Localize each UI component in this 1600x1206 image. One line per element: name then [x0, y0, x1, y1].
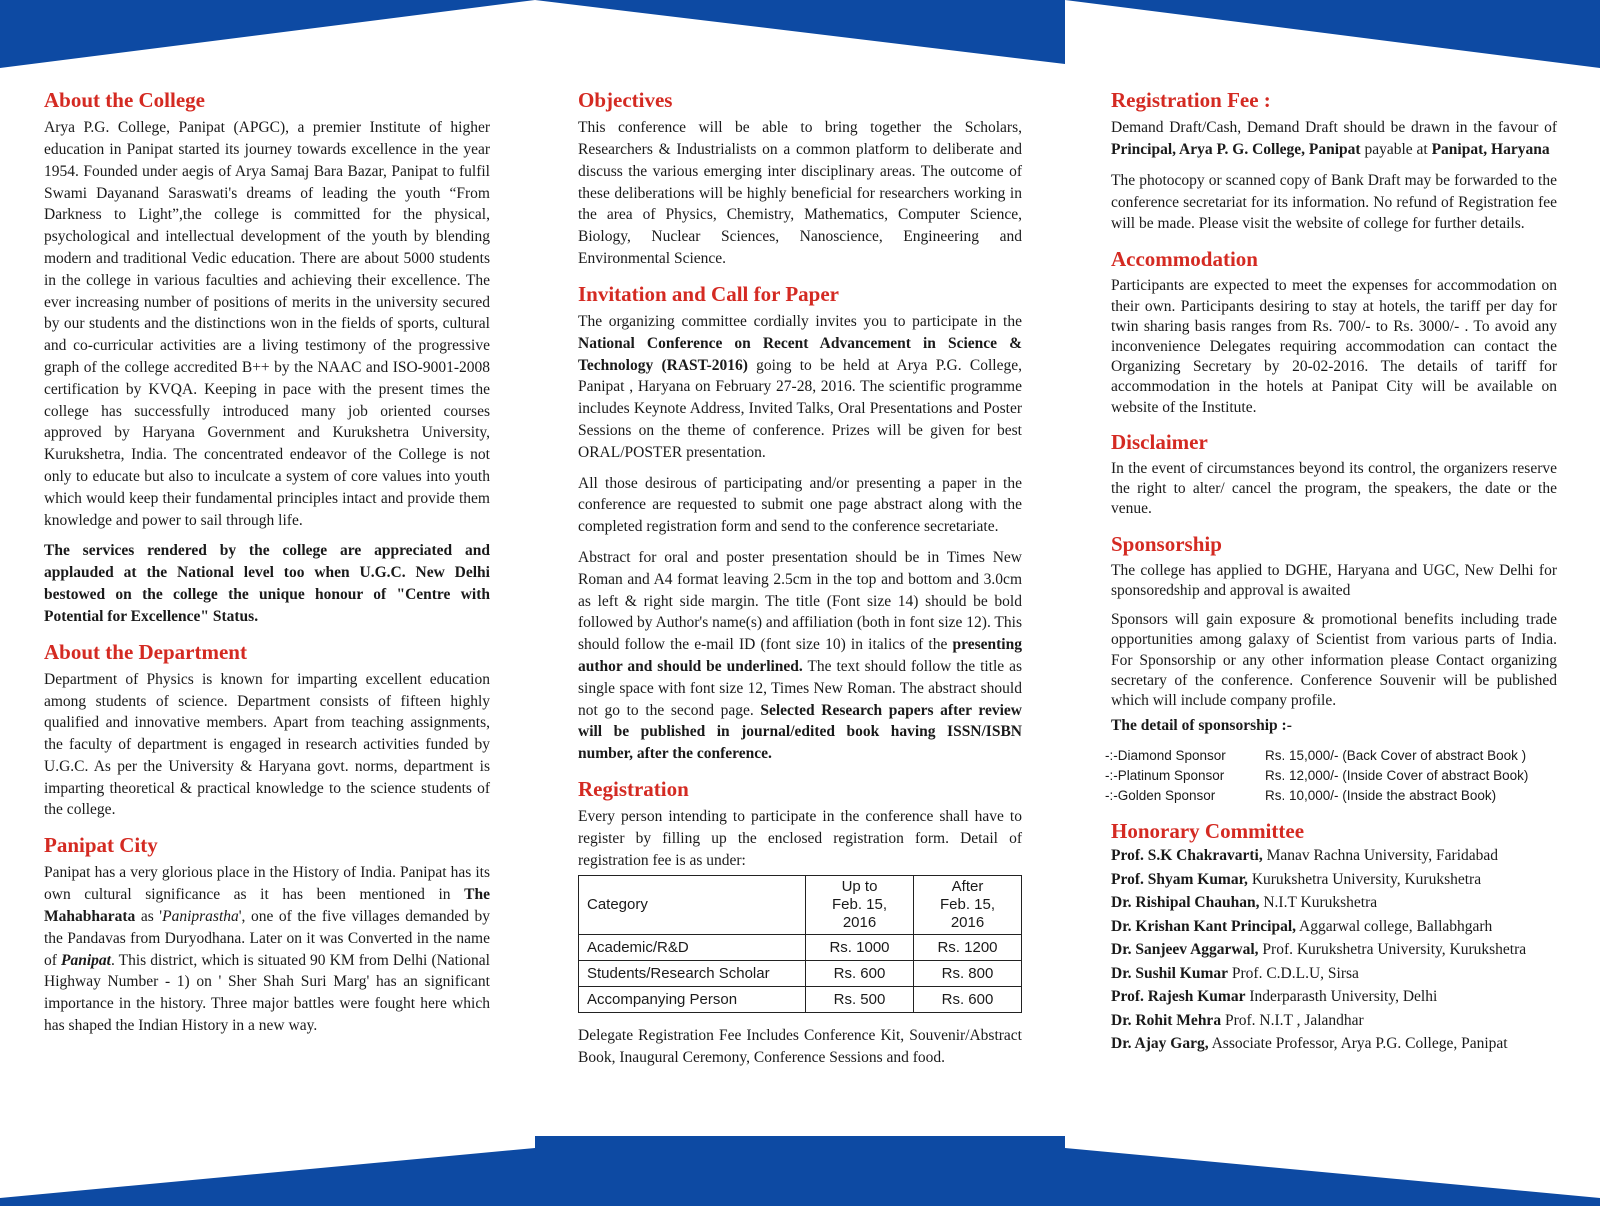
about-department-text: Department of Physics is known for imparting excellent education among students of science. Department consists of fifteen highly qualified and innovative members. Apart from teaching assignments, the faculty of department is engaged in research activities funded by U.G.C. As per the University & Haryana govt. norms, department is imparting theoretical & practical knowledge to the science students of the college.	[44, 670, 490, 819]
registration-fee-heading: Registration Fee :	[1111, 88, 1271, 112]
table-cell: Academic/R&D	[579, 935, 806, 961]
sponsor-type: -:-Platinum Sponsor	[1105, 767, 1225, 783]
committee-member: Dr. Ajay Garg, Associate Professor, Arya P.G. College, Panipat	[1111, 1035, 1508, 1053]
sponsor-amount: Rs. 15,000/- (Back Cover of abstract Book )	[1265, 747, 1527, 763]
table-cell: Rs. 800	[914, 961, 1022, 987]
registration-heading: Registration	[578, 776, 689, 801]
table-cell: Rs. 500	[806, 987, 914, 1013]
disclaimer-section	[1111, 430, 1557, 520]
disclaimer-heading: Disclaimer	[1111, 429, 1208, 454]
sponsor-type: -:-Diamond Sponsor	[1105, 747, 1226, 763]
table-header-category: Category	[579, 876, 806, 935]
sponsor-amount: Rs. 12,000/- (Inside Cover of abstract Book)	[1265, 767, 1529, 783]
column-right	[1105, 88, 1557, 1068]
table-header-after: After Feb. 15, 2016	[914, 876, 1022, 935]
committee-member: Dr. Krishan Kant Principal, Aggarwal college, Ballabhgarh	[1111, 917, 1493, 935]
table-header-upto: Up to Feb. 15, 2016	[806, 876, 914, 935]
committee-member: Dr. Sushil Kumar Prof. C.D.L.U, Sirsa	[1111, 964, 1359, 982]
panipat-city-text: Panipat has a very glorious place in the History of India. Panipat has its own cultural significance as it has been mentioned in The Mahabharata as 'Paniprastha', one of the five villages demanded by the Pandavas from Duryodhana. Later on it was Converted in the name of Panipat. This district, which is situated 90 KM from Delhi (National Highway Number - 1) on ' Sher Shah Suri Marg' has an significant importance in the history. Three major battles were fought here which has shaped the Indian History in a new way.	[44, 864, 490, 1035]
invitation-text-1: The organizing committee cordially invites you to participate in the National Conference on Recent Advancement in Science & Technology (RAST-2016) going to be held at Arya P.G. College, Panipat , Haryana on February 27-28, 2016. The scientific programme includes Keynote Address, Invited Talks, Oral Presentations and Poster Sessions on the theme of conference. Prizes will be given for best ORAL/POSTER presentation.	[578, 312, 1022, 461]
accommodation-text: Participants are expected to meet the expenses for accommodation on their own. Participants desiring to stay at hotels, the tariff per day for twin sharing basis ranges from Rs. 700/- to Rs. 3000/- . To avoid any inconvenience Delegates requiring accommodation can contact the Organizing Secretary by 20-02-2016. The details of tariff for accommodation in the hotels at Panipat City will be available on website of the Institute.	[1111, 277, 1557, 416]
accommodation-heading: Accommodation	[1111, 247, 1258, 272]
about-college-honour: The services rendered by the college are appreciated and applauded at the National level too when U.G.C. New Delhi bestowed on the college the unique honour of "Centre with Potential for Excellence" Status.	[44, 542, 490, 625]
table-cell: Accompanying Person	[579, 987, 806, 1013]
bottom-band	[0, 1136, 1600, 1206]
sponsor-amount: Rs. 10,000/- (Inside the abstract Book)	[1265, 787, 1497, 803]
table-cell: Students/Research Scholar	[579, 961, 806, 987]
column-middle	[578, 88, 1022, 1081]
honorary-committee-section	[1111, 819, 1557, 1056]
registration-fee-text-2: The photocopy or scanned copy of Bank Draft may be forwarded to the conference secretariat for its information. No refund of Registration fee will be made. Please visit the website of college for further details.	[1111, 171, 1557, 233]
sponsorship-detail-label: The detail of sponsorship :-	[1111, 717, 1292, 735]
sponsorship-list	[1105, 747, 1557, 805]
accommodation-section	[1111, 247, 1557, 418]
panipat-city-heading: Panipat City	[44, 833, 158, 858]
table-cell: Rs. 1200	[914, 935, 1022, 961]
table-header-row	[579, 876, 1022, 935]
committee-member: Dr. Rohit Mehra Prof. N.I.T , Jalandhar	[1111, 1011, 1364, 1029]
sponsor-type: -:-Golden Sponsor	[1105, 787, 1216, 803]
committee-member: Prof. Shyam Kumar, Kurukshetra University, Kurukshetra	[1111, 870, 1482, 888]
honorary-committee-heading: Honorary Committee	[1111, 818, 1305, 843]
table-row	[579, 935, 1022, 961]
table-cell: Rs. 600	[914, 987, 1022, 1013]
objectives-text: This conference will be able to bring together the Scholars, Researchers & Industrialists on a common platform to deliberate and discuss the various emerging inter disciplinary areas. The outcome of these deliberations will be highly beneficial for researchers working in the area of Physics, Chemistry, Mathematics, Computer Science, Biology, Nuclear Sciences, Nanoscience, Engineering and Environmental Science.	[578, 119, 1022, 267]
table-cell: Rs. 600	[806, 961, 914, 987]
committee-member: Prof. Rajesh Kumar Inderparasth University, Delhi	[1111, 988, 1438, 1006]
sponsorship-section	[1105, 531, 1557, 805]
table-row	[579, 961, 1022, 987]
about-college-text: Arya P.G. College, Panipat (APGC), a premier Institute of higher education in Panipat started its journey towards excellence in the year 1954. Founded under aegis of Arya Samaj Bara Bazar, Panipat to fulfil Swami Dayanand Saraswati's dreams of leading the youth “From Darkness to Light”,the college is committed for the physical, psychological and intellectual development of the youth by blending modern and traditional Vedic education. There are about 5000 students in the college in various faculties and achieving their excellence. The ever increasing number of positions of merits in the university secured by our students and the distinctions won in the fields of sports, cultural and co-curricular activities are a living testimony of the progressive graph of the college accredited B++ by the NAAC and ISO-9001-2008 certification by KVQA. Keeping in pace with the present times the college has successfully introduced many job oriented courses approved by Haryana Government and Kurukshetra University, Kurukshetra, India. The concentrated endeavor of the College is not only to educate but also to inculcate a system of core values into youth which would keep their fundamental principles intact and provide them knowledge and power to sail through life.	[44, 119, 490, 529]
committee-member: Dr. Rishipal Chauhan, N.I.T Kurukshetra	[1111, 894, 1378, 912]
table-cell: Rs. 1000	[806, 935, 914, 961]
column-left	[44, 88, 490, 1049]
sponsorship-text-1: The college has applied to DGHE, Haryana and UGC, New Delhi for sponsoredship and approval is awaited	[1111, 561, 1557, 599]
table-row	[579, 987, 1022, 1013]
invitation-section	[578, 282, 1022, 765]
panipat-city-section	[44, 833, 490, 1037]
registration-fee-section	[1111, 88, 1557, 235]
objectives-heading: Objectives	[578, 88, 673, 112]
about-college-heading: About the College	[44, 88, 205, 112]
about-department-heading: About the Department	[44, 639, 247, 664]
registration-fee-table	[578, 875, 1022, 1013]
registration-fee-text-1: Demand Draft/Cash, Demand Draft should be drawn in the favour of Principal, Arya P. G. College, Panipat payable at Panipat, Haryana	[1111, 119, 1557, 158]
invitation-heading: Invitation and Call for Paper	[578, 281, 839, 306]
registration-section	[578, 777, 1022, 1069]
sponsorship-heading: Sponsorship	[1111, 531, 1222, 556]
about-department-section	[44, 640, 490, 822]
registration-footer: Delegate Registration Fee Includes Conference Kit, Souvenir/Abstract Book, Inaugural Ceremony, Conference Sessions and food.	[578, 1027, 1022, 1067]
committee-member: Dr. Sanjeev Aggarwal, Prof. Kurukshetra University, Kurukshetra	[1111, 941, 1527, 959]
committee-member: Prof. S.K Chakravarti, Manav Rachna University, Faridabad	[1111, 847, 1499, 865]
invitation-text-3: Abstract for oral and poster presentation should be in Times New Roman and A4 format leaving 2.5cm in the top and bottom and 3.0cm as left & right side margin. The title (Font size 14) should be bold followed by Author's name(s) and affiliation (both in font size 12). This should follow the e-mail ID (font size 10) in italics of the presenting author and should be underlined. The text should follow the title as single space with font size 12, Times New Roman. The abstract should not go to the second page. Selected Research papers after review will be published in journal/edited book having ISSN/ISBN number, after the conference.	[578, 548, 1022, 763]
invitation-text-2: All those desirous of participating and/or presenting a paper in the conference are requested to submit one page abstract along with the completed registration form and send to the conference secretariate.	[578, 474, 1022, 536]
disclaimer-text: In the event of circumstances beyond its control, the organizers reserve the right to alter/ cancel the program, the speakers, the date or the venue.	[1111, 459, 1557, 518]
about-college-section	[44, 88, 490, 628]
top-band	[0, 0, 1600, 70]
registration-intro: Every person intending to participate in the conference shall have to register by filling up the enclosed registration form. Detail of registration fee is as under:	[578, 808, 1022, 869]
sponsorship-text-2: Sponsors will gain exposure & promotional benefits including trade opportunities among galaxy of Scientist from various parts of India. For Sponsorship or any other information please Contact organizing secretary of the conference. Conference Souvenir will be published which will include company profile.	[1111, 611, 1557, 709]
objectives-section	[578, 88, 1022, 270]
